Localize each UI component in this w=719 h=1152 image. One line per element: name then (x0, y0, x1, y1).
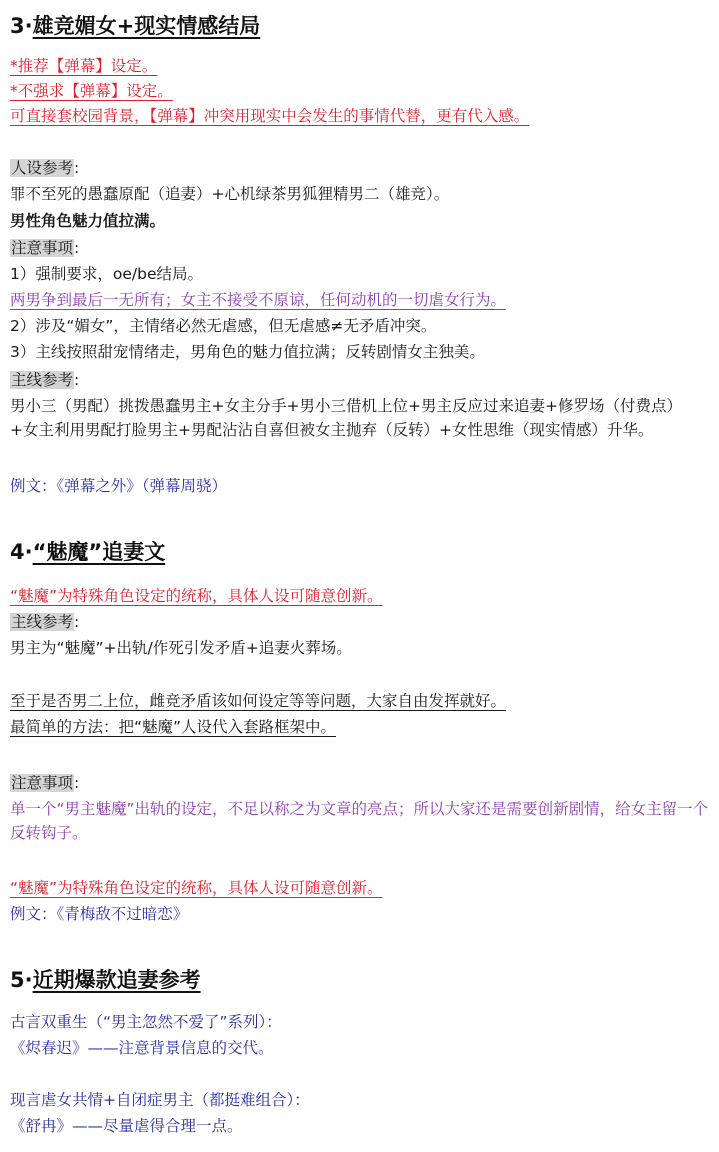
sec4-notes-text: 单一个“男主魅魔”出轨的设定，不足以称之为文章的亮点；所以大家还是需要创新剧情，给女主留一个反转钩子。 (10, 800, 709, 842)
section-3-number: 3· (10, 14, 33, 38)
sec3-notes-label-line (10, 238, 79, 258)
sec3-persona-bold: 男性角色魅力值拉满。 (10, 212, 166, 230)
sec3-recommend-1: *推荐【弹幕】设定。 (10, 57, 158, 75)
sec3-persona-colon: : (74, 159, 80, 177)
sec5-item-2-b: 《舒冉》——尽量虐得合理一点。 (10, 1117, 243, 1135)
sec3-note-1-sub: 两男争到最后一无所有；女主不接受不原谅，任何动机的一切虐女行为。 (10, 291, 507, 309)
section-5-number: 5· (10, 968, 33, 992)
section-4-title: “魅魔”追妻文 (32, 540, 166, 564)
sec4-notes-label-line (10, 773, 79, 793)
section-4-heading (10, 538, 165, 566)
sec4-note-b: “魅魔”为特殊角色设定的统称，具体人设可随意创新。 (10, 879, 383, 897)
sec3-persona-label: 人设参考 (11, 159, 74, 177)
section-3-title: 雄竞媚女+现实情感结局 (32, 14, 261, 38)
sec3-persona-text: 罪不至死的愚蠢原配（追妻）+心机绿茶男狐狸精男二（雄竞）。 (10, 185, 450, 203)
sec4-note-a: “魅魔”为特殊角色设定的统称，具体人设可随意创新。 (10, 587, 383, 605)
sec3-plot-colon: : (74, 371, 80, 389)
sec3-note-3: 3）主线按照甜宠情绪走，男角色的魅力值拉满；反转剧情女主独美。 (10, 343, 485, 361)
sec4-plot-colon: : (74, 613, 80, 631)
sec4-plot-label: 主线参考 (11, 613, 74, 631)
section-5-title: 近期爆款追妻参考 (32, 968, 201, 992)
sec4-example: 例文：《青梅敌不过暗恋》 (10, 905, 189, 923)
sec3-notes-colon: : (74, 239, 80, 257)
sec3-note-1: 1）强制要求，oe/be结局。 (10, 265, 203, 283)
sec4-plot-label-line (10, 612, 79, 632)
sec5-item-2-a: 现言虐女共情+自闭症男主（都挺难组合）： (10, 1091, 310, 1109)
sec3-example: 例文：《弹幕之外》（弹幕周骁） (10, 477, 228, 495)
section-3-heading (10, 12, 260, 40)
sec5-item-1-b: 《烬春迟》——注意背景信息的交代。 (10, 1039, 274, 1057)
sec4-notes-label: 注意事项 (11, 774, 74, 792)
sec3-plot-label: 主线参考 (11, 371, 74, 389)
sec5-item-1-a: 古言双重生（“男主忽然不爱了”系列）： (10, 1013, 282, 1031)
sec4-free-1: 至于是否男二上位，雌竞矛盾该如何设定等等问题，大家自由发挥就好。 (10, 692, 507, 710)
sec3-plot-text: 男小三（男配）挑拨愚蠢男主+女主分手+男小三借机上位+男主反应过来追妻+修罗场（付费点）+女主利用男配打脸男主+男配沾沾自喜但被女主抛弃（反转）+女性思维（现实情感）升华。 (10, 397, 682, 439)
sec4-plot-text: 男主为“魅魔”+出轨/作死引发矛盾+追妻火葬场。 (10, 639, 352, 657)
sec3-notes-label: 注意事项 (11, 239, 74, 257)
sec3-plot-label-line (10, 370, 79, 390)
sec3-recommend-2: *不强求【弹幕】设定。 (10, 82, 173, 100)
sec4-notes-colon: : (74, 774, 80, 792)
sec4-free-2: 最简单的方法：把“魅魔”人设代入套路框架中。 (10, 718, 337, 736)
sec3-note-2: 2）涉及“媚女”，主情绪必然无虐感，但无虐感≠无矛盾冲突。 (10, 317, 437, 335)
sec3-persona-label-line (10, 158, 79, 178)
section-5-heading (10, 966, 201, 994)
section-4-number: 4· (10, 540, 33, 564)
sec3-recommend-3: 可直接套校园背景，【弹幕】冲突用现实中会发生的事情代替，更有代入感。 (10, 107, 530, 125)
